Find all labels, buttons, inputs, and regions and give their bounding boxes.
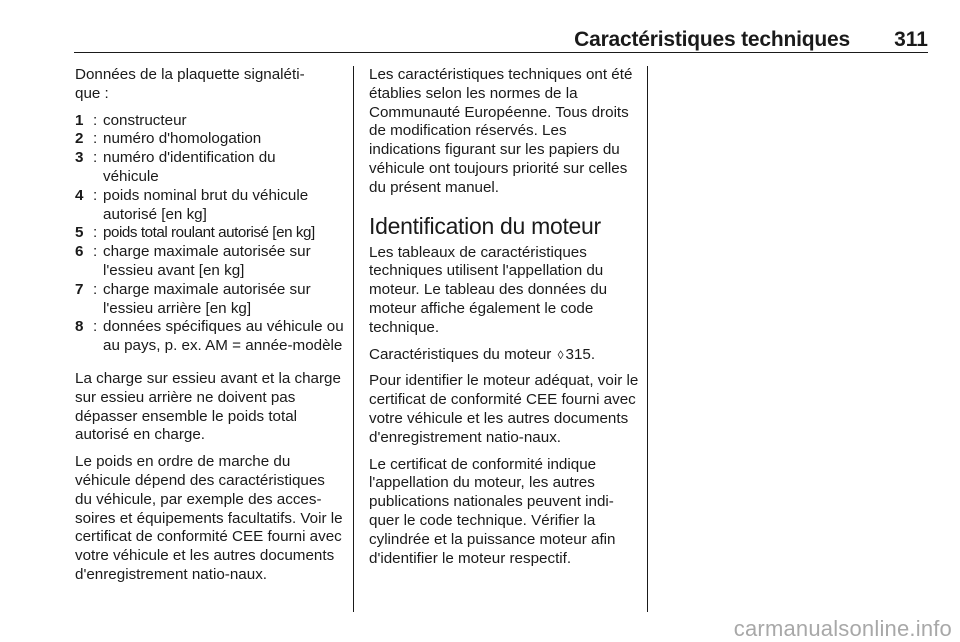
identify-engine-paragraph: Pour identifier le moteur adéquat, voir le certificat de conformité CEE fourni avec votre véhicule et les autres documents d'enregistrement natio-naux. — [369, 372, 639, 446]
legend-item: 8 : données spécifiques au véhicule ou au pays, p. ex. AM = année-modèle — [75, 318, 344, 355]
cross-reference-arrow-icon: ◊ — [557, 347, 564, 362]
section-heading: Identification du moteur — [369, 212, 601, 239]
legend-text: numéro d'identification du véhicule — [103, 149, 276, 185]
column-divider-right — [647, 66, 648, 612]
legend-text: charge maximale autorisée sur l'essieu arrière [en kg] — [103, 280, 311, 317]
engine-tables-paragraph: Les tableaux de caractéristiques techniques utilisent l'appellation du moteur. Le tableau des données du moteur affiche également le code technique. — [369, 243, 608, 336]
specs-intro-paragraph: Les caractéristiques techniques ont été établies selon les normes de la Communauté Européenne. Tous droits de modification réservés. Les indications figurant sur les papiers du véhicule ont toujours priorité sur celles du présent manuel. — [369, 66, 633, 196]
legend-number: 7 — [75, 280, 84, 298]
column-divider-left — [353, 66, 354, 612]
cross-reference-page[interactable]: 315. — [565, 345, 596, 363]
left-column — [75, 66, 345, 593]
plate-legend — [75, 112, 345, 356]
page-number: 311 — [894, 28, 928, 51]
legend-text: constructeur — [103, 111, 187, 129]
legend-number: 6 — [75, 243, 84, 261]
legend-text: charge maximale autorisée sur l'essieu avant [en kg] — [103, 243, 311, 279]
legend-number: 2 — [75, 130, 84, 148]
legend-item: 4 : poids nominal brut du véhicule autorisé [en kg] — [75, 187, 345, 225]
legend-item: 1 : constructeur — [75, 112, 345, 131]
certificate-paragraph: Le certificat de conformité indique l'appellation du moteur, les autres publications nationales peuvent indi-quer le code technique. Vérifier la cylindrée et la puissance moteur afin d'identifier le moteur respectif. — [369, 455, 616, 567]
legend-item: 5 : poids total roulant autorisé [en kg] — [75, 224, 345, 243]
cross-reference — [369, 346, 639, 365]
legend-text: poids nominal brut du véhicule autorisé [en kg] — [103, 186, 309, 223]
legend-item: 7 : charge maximale autorisée sur l'essieu arrière [en kg] — [75, 281, 345, 319]
right-column — [369, 66, 639, 576]
legend-text: poids total roulant autorisé [en kg] — [103, 224, 315, 242]
legend-number: 5 — [75, 224, 84, 242]
legend-number: 1 — [75, 111, 84, 129]
plate-intro: Données de la plaquette signaléti-que : — [75, 66, 305, 102]
legend-item: 2 : numéro d'homologation — [75, 130, 345, 149]
legend-number: 3 — [75, 149, 84, 167]
watermark: carmanualsonline.info — [733, 616, 952, 641]
header-rule — [74, 52, 928, 53]
legend-number: 8 — [75, 318, 84, 336]
cross-reference-text: Caractéristiques du moteur — [369, 345, 552, 363]
legend-text: données spécifiques au véhicule ou au pays, p. ex. AM = année-modèle — [103, 318, 344, 355]
legend-number: 4 — [75, 186, 84, 204]
legend-item: 6 : charge maximale autorisée sur l'essieu avant [en kg] — [75, 243, 345, 281]
page-title: Caractéristiques techniques — [574, 28, 850, 51]
curb-weight-paragraph: Le poids en ordre de marche du véhicule dépend des caractéristiques du véhicule, par exemple des acces-soires et équipements facultatifs. Voir le certificat de conformité CEE fourni avec votre véhicule et les autres documents d'enregistrement natio-naux. — [75, 453, 343, 583]
legend-text: numéro d'homologation — [103, 130, 262, 148]
legend-item: 3 : numéro d'identification du véhicule — [75, 149, 345, 187]
axle-load-paragraph: La charge sur essieu avant et la charge sur essieu arrière ne doivent pas dépasser ensemble le poids total autorisé en charge. — [75, 369, 341, 444]
